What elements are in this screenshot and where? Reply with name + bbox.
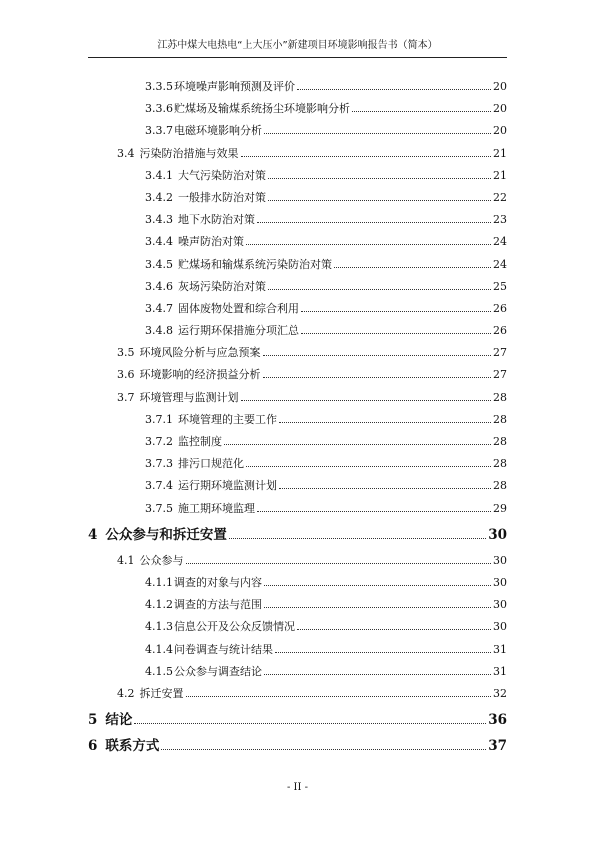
toc-entry-number: 3.7.2: [145, 435, 173, 448]
toc-entry-page: 28: [493, 479, 507, 493]
toc-entry-title: 环境影响的经济损益分析: [139, 368, 261, 382]
toc-entry-number: 3.5: [117, 346, 135, 360]
toc-entry-number: 3.4.2: [145, 190, 173, 204]
dot-leader: [297, 629, 491, 630]
toc-entry-title: 固体废物处置和综合利用: [178, 301, 299, 315]
toc-entry-number: 3.4.7: [145, 301, 173, 315]
toc-entry-title: 地下水防治对策: [178, 213, 255, 227]
toc-entry-number: 3.7.5: [145, 501, 173, 515]
toc-entry-title: 问卷调查与统计结果: [174, 642, 273, 656]
dot-leader: [275, 652, 491, 653]
toc-entry-title: 联系方式: [105, 738, 160, 755]
toc-entry-number: 5: [88, 712, 98, 729]
toc-entry[interactable]: [88, 550, 507, 572]
toc-entry-page: 30: [493, 553, 507, 567]
toc-entry-number: 4.1.4: [145, 642, 173, 656]
toc-entry-number: 3.3.6: [145, 102, 173, 116]
toc-entry-number: 3.7: [117, 390, 135, 404]
toc-entry-title: 调查的方法与范围: [174, 598, 262, 612]
toc-entry-page: 20: [493, 102, 507, 116]
toc-entry-title: 噪声防治对策: [178, 235, 244, 249]
toc-entry-number: 3.3.5: [145, 80, 173, 93]
toc-entry[interactable]: [88, 639, 507, 661]
dot-leader: [264, 607, 491, 608]
toc-entry-page: 25: [493, 279, 507, 293]
dot-leader: [268, 200, 491, 201]
dot-leader: [224, 444, 491, 445]
toc-entry[interactable]: [88, 683, 507, 705]
toc-entry[interactable]: [88, 431, 507, 453]
toc-entry-page: 23: [493, 213, 507, 227]
toc-entry-number: 3.7.3: [145, 457, 173, 471]
toc-entry-number: 3.4.1: [145, 168, 173, 182]
toc-entry[interactable]: [88, 209, 507, 231]
dot-leader: [264, 674, 491, 675]
toc-entry-page: 21: [493, 146, 507, 160]
toc-entry-title: 环境管理与监测计划: [139, 390, 239, 404]
dot-leader: [241, 400, 492, 401]
toc-entry[interactable]: [88, 498, 507, 520]
toc-entry[interactable]: [88, 409, 507, 431]
toc-entry-title: 环境管理的主要工作: [178, 412, 277, 426]
toc-entry-title: 排污口规范化: [178, 457, 244, 471]
dot-leader: [257, 511, 491, 512]
toc-entry[interactable]: [88, 364, 507, 386]
toc-entry[interactable]: [88, 524, 507, 546]
toc-entry-page: 22: [493, 190, 507, 204]
toc-entry-page: 30: [488, 526, 507, 543]
toc-entry-page: 28: [493, 412, 507, 426]
toc-entry[interactable]: [88, 572, 507, 594]
dot-leader: [279, 422, 491, 423]
toc-entry[interactable]: [88, 735, 507, 757]
toc-entry[interactable]: [88, 475, 507, 497]
dot-leader: [229, 538, 486, 539]
toc-entry-title: 环境风险分析与应急预案: [139, 346, 261, 360]
dot-leader: [301, 311, 491, 312]
toc-entry-number: 6: [88, 738, 98, 755]
dot-leader: [279, 488, 491, 489]
toc-entry-title: 信息公开及公众反馈情况: [174, 620, 295, 634]
toc-entry-title: 电磁环境影响分析: [174, 124, 262, 138]
toc-entry-page: 28: [493, 390, 507, 404]
toc-entry-page: 20: [493, 80, 507, 93]
toc-entry-title: 公众参与: [139, 553, 184, 567]
toc-entry-number: 3.4.8: [145, 324, 173, 338]
dot-leader: [246, 244, 491, 245]
toc-entry-page: 28: [493, 435, 507, 448]
toc-entry-page: 26: [493, 324, 507, 338]
dot-leader: [134, 723, 486, 724]
toc-entry-title: 大气污染防治对策: [178, 168, 266, 182]
toc-entry[interactable]: [88, 98, 507, 120]
dot-leader: [263, 355, 492, 356]
dot-leader: [246, 466, 491, 467]
toc-entry[interactable]: [88, 342, 507, 364]
toc-entry[interactable]: [88, 143, 507, 165]
dot-leader: [264, 133, 491, 134]
toc-entry-page: 27: [493, 346, 507, 360]
header-rule: [88, 57, 507, 58]
toc-entry-title: 结论: [105, 712, 133, 729]
toc-entry-number: 3.4.3: [145, 213, 173, 227]
toc-entry[interactable]: [88, 254, 507, 276]
toc-entry-number: 3.7.4: [145, 479, 173, 493]
toc-entry-title: 监控制度: [178, 435, 222, 448]
dot-leader: [186, 563, 492, 564]
toc-entry-page: 36: [488, 712, 507, 729]
toc-entry-title: 贮煤场和输煤系统污染防治对策: [178, 257, 332, 271]
toc-entry[interactable]: [88, 320, 507, 342]
toc-entry-page: 31: [493, 664, 507, 678]
toc-entry-title: 灰场污染防治对策: [178, 279, 266, 293]
dot-leader: [268, 178, 491, 179]
toc-entry[interactable]: [88, 616, 507, 638]
toc-entry[interactable]: [88, 298, 507, 320]
toc-entry-number: 3.4: [117, 146, 135, 160]
toc-entry-number: 3.4.4: [145, 235, 173, 249]
toc-entry-number: 4.1.3: [145, 620, 173, 634]
toc-entry[interactable]: [88, 76, 507, 98]
toc-entry[interactable]: [88, 387, 507, 409]
toc-entry[interactable]: [88, 187, 507, 209]
toc-entry-page: 37: [488, 738, 507, 755]
toc-entry-page: 29: [493, 501, 507, 515]
toc-entry[interactable]: [88, 276, 507, 298]
toc-entry-page: 26: [493, 301, 507, 315]
toc-entry[interactable]: [88, 661, 507, 683]
toc-entry-number: 4.1.1: [145, 575, 173, 589]
toc-entry-number: 3.4.6: [145, 279, 173, 293]
toc-entry-title: 调查的对象与内容: [174, 575, 262, 589]
toc-entry-title: 环境噪声影响预测及评价: [174, 80, 295, 93]
dot-leader: [186, 696, 492, 697]
toc-entry-page: 21: [493, 168, 507, 182]
toc-entry[interactable]: [88, 709, 507, 731]
toc-entry-title: 运行期环境监测计划: [178, 479, 277, 493]
toc-entry-page: 28: [493, 457, 507, 471]
toc-entry-title: 一般排水防治对策: [178, 190, 266, 204]
dot-leader: [264, 585, 491, 586]
dot-leader: [257, 222, 491, 223]
toc-entry[interactable]: [88, 120, 507, 142]
toc-entry-title: 公众参与和拆迁安置: [105, 526, 227, 543]
dot-leader: [352, 111, 491, 112]
toc-entry-number: 4: [88, 526, 98, 543]
toc-entry-number: 4.1.5: [145, 664, 173, 678]
toc-entry[interactable]: [88, 231, 507, 253]
toc-entry-page: 24: [493, 257, 507, 271]
dot-leader: [241, 156, 492, 157]
toc-entry-number: 3.7.1: [145, 412, 173, 426]
dot-leader: [297, 89, 491, 90]
toc-entry-page: 30: [493, 620, 507, 634]
toc-entry-page: 31: [493, 642, 507, 656]
dot-leader: [161, 749, 486, 750]
dot-leader: [268, 289, 491, 290]
toc-entry-title: 施工期环境监理: [178, 501, 255, 515]
toc-entry-page: 27: [493, 368, 507, 382]
toc-entry-page: 30: [493, 575, 507, 589]
running-header: 江苏中煤大电热电“上大压小”新建项目环境影响报告书（简本）: [157, 40, 438, 51]
dot-leader: [301, 333, 491, 334]
toc-entry[interactable]: [88, 453, 507, 475]
toc-entry-page: 20: [493, 124, 507, 138]
toc-entry[interactable]: [88, 165, 507, 187]
toc-entry-title: 拆迁安置: [139, 686, 184, 700]
toc-entry-title: 贮煤场及输煤系统扬尘环境影响分析: [174, 102, 350, 116]
toc-entry[interactable]: [88, 594, 507, 616]
toc-entry-title: 污染防治措施与效果: [139, 146, 239, 160]
toc-entry-page: 24: [493, 235, 507, 249]
dot-leader: [263, 377, 492, 378]
toc-entry-page: 32: [493, 686, 507, 700]
toc-entry-number: 4.1: [117, 553, 135, 567]
toc-entry-title: 公众参与调查结论: [174, 664, 262, 678]
toc-entry-number: 3.3.7: [145, 124, 173, 138]
page-number: - II -: [286, 782, 308, 793]
toc-entry-title: 运行期环保措施分项汇总: [178, 324, 299, 338]
table-of-contents: [88, 76, 507, 761]
toc-entry-number: 3.4.5: [145, 257, 173, 271]
toc-entry-number: 3.6: [117, 368, 135, 382]
dot-leader: [334, 267, 491, 268]
toc-entry-number: 4.2: [117, 686, 135, 700]
toc-entry-number: 4.1.2: [145, 598, 173, 612]
toc-entry-page: 30: [493, 598, 507, 612]
